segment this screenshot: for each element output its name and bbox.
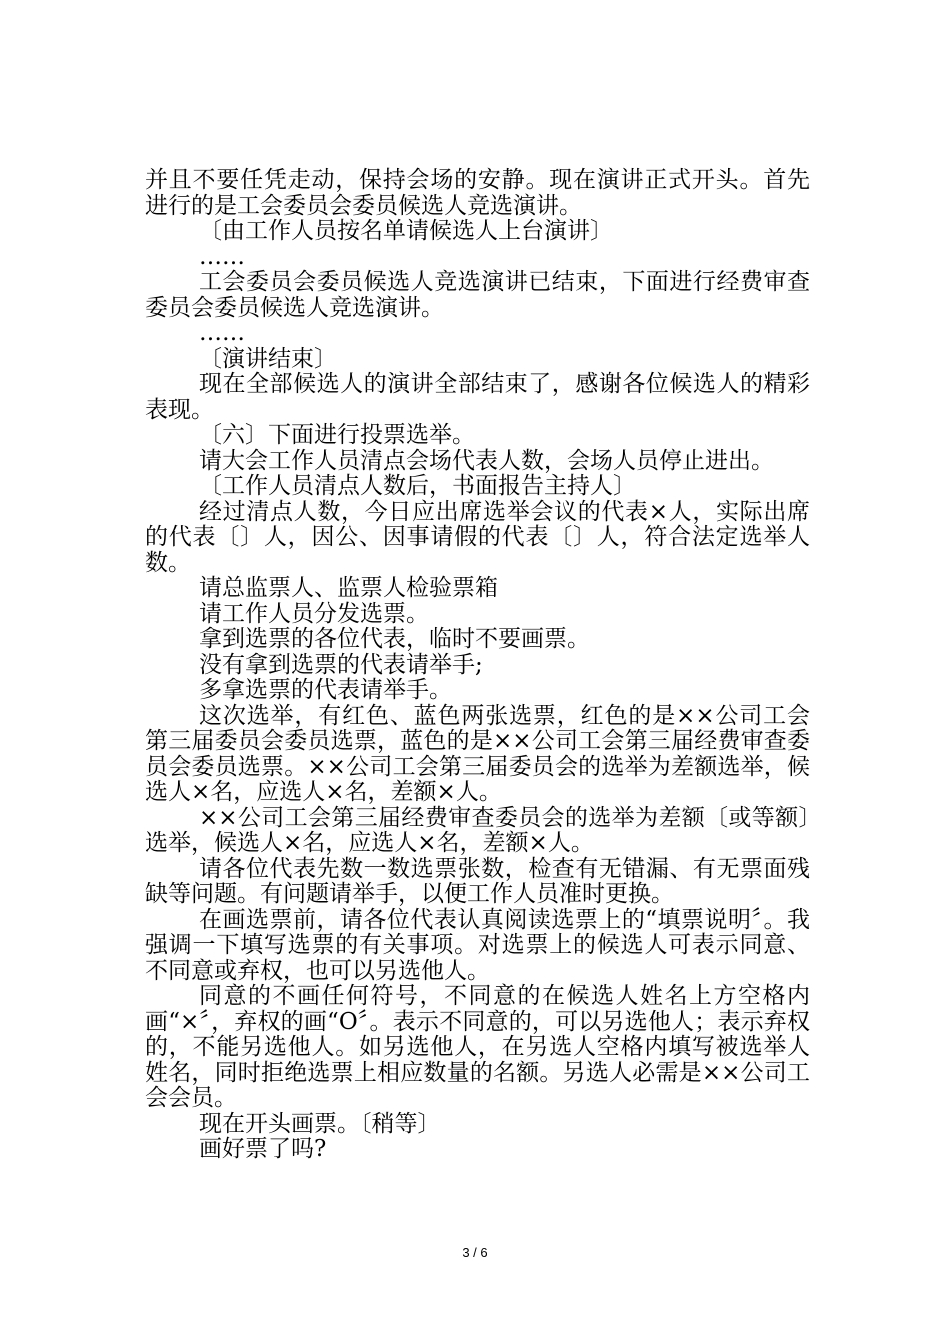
paragraph: 请总监票人、监票人检验票箱: [199, 575, 498, 601]
paragraph: ……: [199, 243, 245, 270]
paragraph: ××公司工会第三届经费审查委员会的选举为差额〔或等额〕选举，候选人×名，应选人×名，差额×人。: [145, 804, 810, 856]
page-number: 3 / 6: [462, 1245, 488, 1260]
paragraph: 经过清点人数，今日应出席选举会议的代表×人，实际出席的代表〔〕人，因公、因事请假的代表〔〕人，符合法定选举人数。: [145, 498, 810, 576]
paragraph: 在画选票前，请各位代表认真阅读选票上的“填票说明〞。我强调一下填写选票的有关事项。对选票上的候选人可表示同意、不同意或弃权，也可以另选他人。: [145, 906, 810, 984]
paragraph: 〔演讲结束〕: [199, 345, 337, 372]
paragraph: ……: [199, 320, 245, 346]
document-body: [145, 168, 810, 1163]
paragraph: 现在开头画票。〔稍等〕: [199, 1110, 441, 1137]
paragraph: 请工作人员分发选票。: [199, 600, 429, 627]
paragraph: 并且不要任凭走动，保持会场的安静。现在演讲正式开头。首先进行的是工会委员会委员候选人竞选演讲。: [145, 167, 810, 219]
paragraph: 现在全部候选人的演讲全部结束了，感谢各位候选人的精彩表现。: [145, 371, 810, 423]
paragraph: 工会委员会委员候选人竞选演讲已结束，下面进行经费审查委员会委员候选人竞选演讲。: [145, 269, 810, 321]
paragraph: 同意的不画任何符号，不同意的在候选人姓名上方空格内画“×〞，弃权的画“O〞。表示不同意的，可以另选他人；表示弃权的，不能另选他人。如另选他人，在另选人空格内填写被选举人姓名，同时拒绝选票上相应数量的名额。另选人必需是××公司工会会员。: [145, 983, 810, 1111]
paragraph: 没有拿到选票的代表请举手;: [199, 651, 483, 678]
paragraph: 请各位代表先数一数选票张数，检查有无错漏、有无票面残缺等问题。有问题请举手，以便工作人员准时更换。: [145, 855, 810, 907]
paragraph: 多拿选票的代表请举手。: [199, 677, 452, 703]
paragraph: 〔由工作人员按名单请候选人上台演讲〕: [199, 218, 613, 244]
paragraph: 〔工作人员清点人数后，书面报告主持人〕: [199, 473, 636, 499]
paragraph: 拿到选票的各位代表，临时不要画票。: [199, 626, 590, 652]
paragraph: 这次选举，有红色、蓝色两张选票，红色的是××公司工会第三届委员会委员选票，蓝色的是××公司工会第三届经费审查委员会委员选票。××公司工会第三届委员会的选举为差额选举，候选人×名，应选人×名，差额×人。: [145, 702, 810, 805]
paragraph: 请大会工作人员清点会场代表人数，会场人员停止进出。: [199, 447, 774, 474]
paragraph: 〔六〕下面进行投票选举。: [199, 422, 475, 448]
paragraph: 画好票了吗?: [199, 1136, 327, 1162]
